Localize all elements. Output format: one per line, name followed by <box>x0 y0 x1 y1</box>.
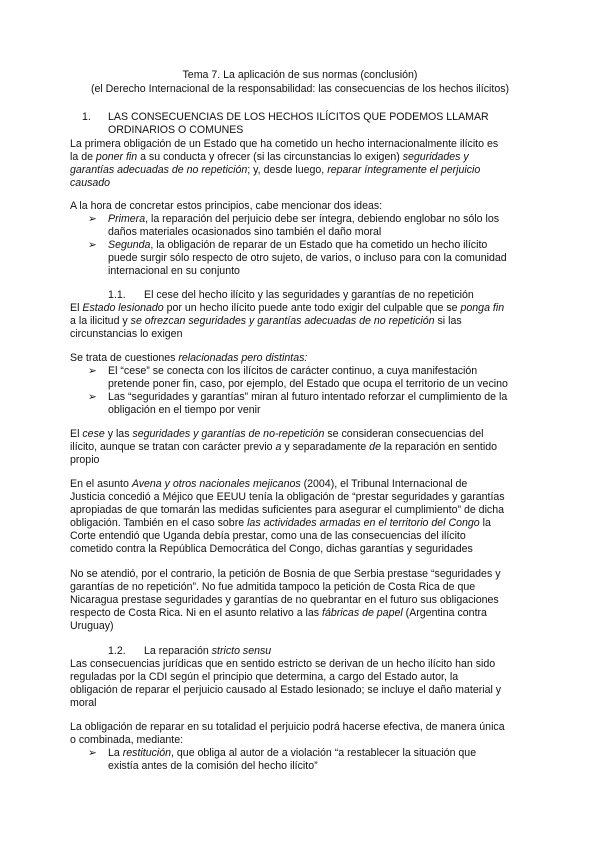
paragraph-line: Uruguay) <box>70 620 114 632</box>
paragraph-line: causado <box>70 177 111 189</box>
arrow-bullet-icon: ➢ <box>88 391 97 403</box>
paragraph-line: circunstancias lo exigen <box>70 328 183 340</box>
paragraph-line: El cese y las seguridades y garantías de no-repetición se consideran consecuencias del <box>70 428 484 440</box>
subsection-title: La reparación stricto sensu <box>144 645 272 657</box>
paragraph-line: La primera obligación de un Estado que ha cometido un hecho internacionalmente ilícito es <box>70 138 499 150</box>
document-title: Tema 7. La aplicación de sus normas (conclusión) <box>182 69 418 81</box>
bullet-line: puede surgir sólo respecto de otro sujeto, de varios, o incluso para con la comunidad <box>108 252 507 264</box>
bullet-line: internacional en su conjunto <box>108 265 240 277</box>
paragraph-line: El Estado lesionado por un hecho ilícito puede ante todo exigir del culpable que se ponga fin <box>70 302 505 314</box>
paragraph-line: Corte entendió que Uganda debía prestar, como una de las consecuencias del ilícito <box>70 530 466 542</box>
bullet-line: obligación en el tiempo por venir <box>108 404 261 416</box>
section-heading-line1: LAS CONSECUENCIAS DE LOS HECHOS ILÍCITOS QUE PODEMOS LLAMAR <box>108 111 489 123</box>
bullet-line: daños materiales ocasionados sino también el daño moral <box>108 226 382 238</box>
paragraph-line: Justicia concedió a Méjico que EEUU tenía la obligación de “prestar seguridades y garantías <box>70 491 505 503</box>
paragraph-line: o combinada, mediante: <box>70 734 184 746</box>
bullet-line: existía antes de la comisión del hecho ilícito” <box>108 760 318 772</box>
paragraph-line: a la ilicitud y se ofrezcan seguridades y garantías adecuadas de no repetición si las <box>70 315 462 327</box>
bullet-line: La restitución, que obliga al autor de a violación “a restablecer la situación que <box>108 747 477 759</box>
paragraph-line: respecto de Costa Rica. Ni en el asunto relativo a las fábricas de papel (Argentina contra <box>70 607 487 619</box>
paragraph-line: En el asunto Avena y otros nacionales mejicanos (2004), el Tribunal Internacional de <box>70 478 468 490</box>
paragraph-line: garantías de no repetición”. No fue admitida tampoco la petición de Costa Rica de que <box>70 581 476 593</box>
bullet-line: El “cese” se conecta con los ilícitos de carácter continuo, a cuya manifestación <box>108 365 478 377</box>
subsection-number: 1.1. <box>108 289 126 301</box>
paragraph-line: Las consecuencias jurídicas que en sentido estricto se derivan de un hecho ilícito han sido <box>70 658 496 670</box>
bullet-line: pretende poner fin, caso, por ejemplo, del Estado que ocupa el territorio de un vecino <box>108 378 508 390</box>
paragraph-line: propio <box>70 454 100 466</box>
bullet-line: Segunda, la obligación de reparar de un Estado que ha cometido un hecho ilícito <box>108 239 488 251</box>
paragraph-line: reguladas por la CDI según el principio que determina, a cargo del Estado autor, la <box>70 671 459 683</box>
arrow-bullet-icon: ➢ <box>88 747 97 759</box>
paragraph-line: moral <box>70 697 97 709</box>
paragraph-line: apropiadas de que tomarán las medidas suficientes para asegurar el cumplimiento” de dicha <box>70 504 505 516</box>
paragraph-line: Nicaragua prestase seguridades y garantías de no quebrantar en el futuro sus obligaciones <box>70 594 499 606</box>
paragraph-line: la de poner fin a su conducta y ofrecer (si las circunstancias lo exigen) seguridades y <box>70 151 469 163</box>
paragraph-line: garantías adecuadas de no repetición; y, desde luego, reparar íntegramente el perjuicio <box>70 164 481 176</box>
paragraph-line: obligación de reparar el perjuicio causado al Estado lesionado; se incluye el daño material y <box>70 684 502 696</box>
paragraph-line: cometido contra la República Democrática del Congo, dichas garantías y seguridades <box>70 543 473 555</box>
paragraph-line: Se trata de cuestiones relacionadas pero distintas: <box>70 352 308 364</box>
section-heading-line2: ORDINARIOS O COMUNES <box>108 124 244 136</box>
bullet-line: Primera, la reparación del perjuicio debe ser íntegra, debiendo englobar no sólo los <box>108 213 500 225</box>
paragraph-line: ilícito, aunque se tratan con carácter previo a y separadamente de la reparación en sentido <box>70 441 497 453</box>
arrow-bullet-icon: ➢ <box>88 213 97 225</box>
paragraph-line: No se atendió, por el contrario, la petición de Bosnia de que Serbia prestase “seguridades y <box>70 568 501 580</box>
subsection-title: El cese del hecho ilícito y las seguridades y garantías de no repetición <box>144 289 474 301</box>
subsection-number: 1.2. <box>108 645 126 657</box>
paragraph-line: La obligación de reparar en su totalidad el perjuicio podrá hacerse efectiva, de manera única <box>70 721 505 733</box>
arrow-bullet-icon: ➢ <box>88 365 97 377</box>
paragraph-line: obligación. También en el caso sobre las actividades armadas en el territorio del Congo la <box>70 517 491 529</box>
arrow-bullet-icon: ➢ <box>88 239 97 251</box>
paragraph-line: A la hora de concretar estos principios, cabe mencionar dos ideas: <box>70 200 383 212</box>
document-subtitle: (el Derecho Internacional de la responsabilidad: las consecuencias de los hechos ilícitos) <box>90 83 510 95</box>
section-number: 1. <box>82 111 91 123</box>
bullet-line: Las “seguridades y garantías” miran al futuro intentado reforzar el cumplimiento de la <box>108 391 508 403</box>
